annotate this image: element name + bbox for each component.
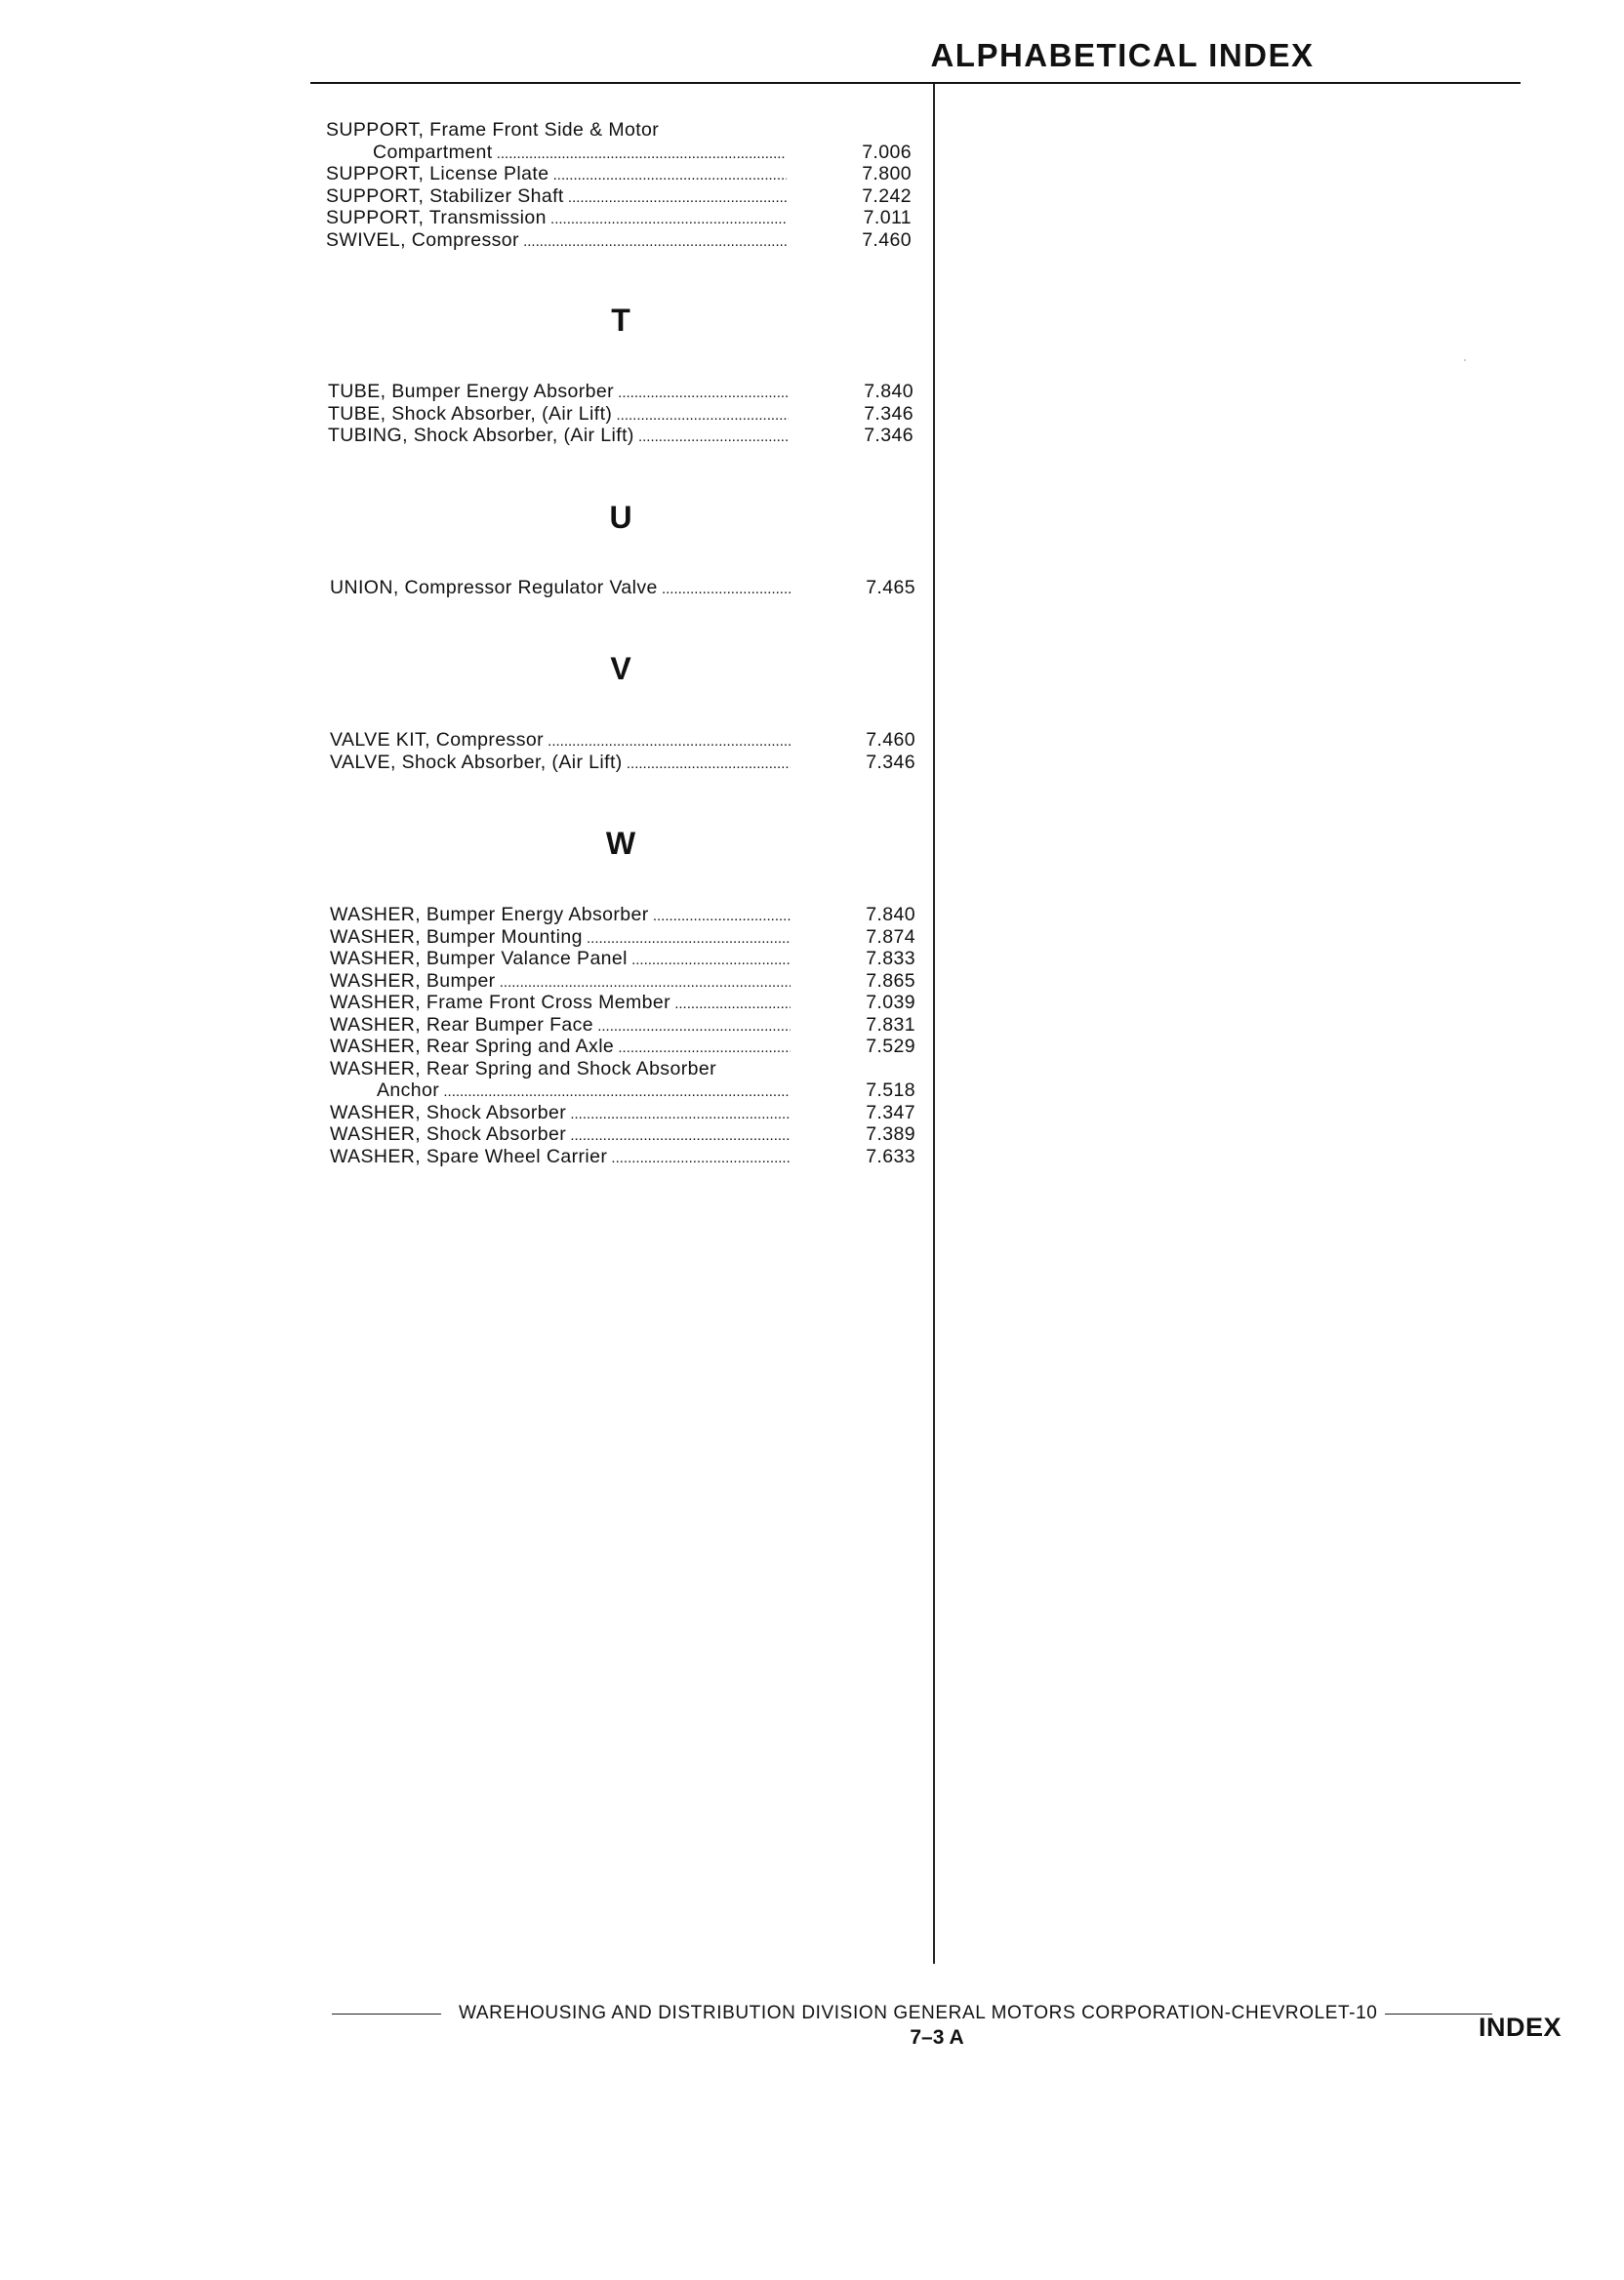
entry-page-ref: 7.460 [866, 729, 915, 751]
entry-page-ref: 7.800 [862, 163, 912, 184]
entry-label: WASHER, Rear Bumper Face ..... [330, 1014, 791, 1038]
page-number: 7–3 A [910, 2026, 964, 2049]
index-group [328, 381, 914, 447]
entry-label: WASHER, Bumper Energy Absorber ..... [330, 904, 791, 928]
entry-label: WASHER, Shock Absorber ..... [330, 1102, 791, 1126]
entry-label: SWIVEL, Compressor ..... [326, 229, 787, 254]
entry-label: WASHER, Shock Absorber ..... [330, 1123, 791, 1148]
entry-page-ref: 7.529 [866, 1036, 915, 1057]
entry-label: WASHER, Bumper Mounting ..... [330, 926, 791, 951]
index-entry [328, 425, 914, 447]
index-entry [330, 970, 915, 993]
footer-publisher: WAREHOUSING AND DISTRIBUTION DIVISION GENERAL MOTORS CORPORATION-CHEVROLET-10 [459, 2003, 1378, 2023]
entry-page-ref: 7.840 [864, 381, 914, 402]
entry-label: SUPPORT, Transmission ..... [326, 207, 787, 231]
index-entry [326, 163, 912, 185]
footer-line [332, 2003, 1540, 2024]
index-entry [330, 577, 915, 599]
entry-page-ref: 7.346 [864, 425, 914, 446]
index-entry [328, 403, 914, 426]
index-entry [330, 926, 915, 949]
scan-speck [1464, 359, 1466, 361]
index-entry [326, 185, 912, 208]
entry-page-ref: 7.389 [866, 1123, 915, 1145]
index-entry [330, 729, 915, 752]
entry-page-ref: 7.865 [866, 969, 915, 992]
index-entry [330, 992, 915, 1014]
index-entry [330, 1058, 915, 1080]
index-entry [326, 229, 912, 252]
entry-label: WASHER, Rear Spring and Axle ..... [330, 1036, 791, 1060]
entry-page-ref: 7.039 [866, 992, 915, 1013]
title-rule [310, 82, 1521, 84]
index-entry [330, 904, 915, 926]
index-group [330, 729, 915, 773]
entry-page-ref: 7.006 [862, 141, 912, 163]
entry-label: TUBING, Shock Absorber, (Air Lift) ..... [328, 425, 789, 449]
entry-page-ref: 7.833 [866, 948, 915, 969]
entry-page-ref: 7.840 [866, 904, 915, 925]
entry-label: SUPPORT, Stabilizer Shaft ..... [326, 185, 787, 210]
section-letter-w: W [605, 826, 636, 861]
entry-page-ref: 7.347 [866, 1101, 915, 1123]
index-entry [330, 1123, 915, 1146]
footer-rule-left [332, 2014, 441, 2015]
section-letter-v: V [610, 651, 631, 686]
entry-label: WASHER, Bumper ..... [330, 970, 791, 995]
index-entry [330, 1146, 915, 1168]
index-entry [326, 207, 912, 229]
index-entry [330, 948, 915, 970]
entry-page-ref: 7.831 [866, 1013, 915, 1036]
column-divider [933, 84, 935, 1964]
index-entry [330, 1014, 915, 1037]
index-group [330, 904, 915, 1167]
entry-label: WASHER, Rear Spring and Shock Absorber [330, 1057, 716, 1079]
page-title: ALPHABETICAL INDEX [930, 37, 1315, 73]
section-tag: INDEX [1478, 2013, 1562, 2042]
entry-label: Compartment ..... [326, 142, 787, 166]
entry-page-ref: 7.460 [862, 228, 912, 251]
index-group [326, 119, 912, 251]
entry-page-ref: 7.242 [862, 184, 912, 207]
entry-label: WASHER, Spare Wheel Carrier ..... [330, 1146, 791, 1170]
entry-label: VALVE, Shock Absorber, (Air Lift) ..... [330, 752, 791, 776]
entry-label: TUBE, Bumper Energy Absorber ..... [328, 381, 789, 405]
entry-page-ref: 7.518 [866, 1079, 915, 1101]
entry-page-ref: 7.346 [864, 402, 914, 425]
index-entry [330, 1036, 915, 1058]
entry-page-ref: 7.874 [866, 925, 915, 948]
index-entry [326, 142, 912, 164]
entry-page-ref: 7.633 [866, 1145, 915, 1167]
entry-label: SUPPORT, Frame Front Side & Motor [326, 119, 660, 141]
index-entry [330, 1079, 915, 1102]
entry-label: VALVE KIT, Compressor ..... [330, 729, 791, 753]
section-letter-u: U [609, 500, 632, 535]
entry-label: TUBE, Shock Absorber, (Air Lift) ..... [328, 403, 789, 428]
entry-label: SUPPORT, License Plate ..... [326, 163, 787, 187]
index-entry [328, 381, 914, 403]
entry-label: Anchor ..... [330, 1079, 791, 1104]
index-group [330, 577, 915, 599]
entry-label: WASHER, Bumper Valance Panel ..... [330, 948, 791, 972]
index-entry [326, 119, 912, 142]
entry-label: UNION, Compressor Regulator Valve ..... [330, 577, 791, 601]
index-entry [330, 1102, 915, 1124]
section-letter-t: T [611, 303, 630, 338]
entry-page-ref: 7.011 [863, 207, 912, 228]
index-entry [330, 752, 915, 774]
entry-page-ref: 7.346 [866, 751, 915, 773]
entry-label: WASHER, Frame Front Cross Member ..... [330, 992, 791, 1016]
entry-page-ref: 7.465 [866, 577, 915, 598]
